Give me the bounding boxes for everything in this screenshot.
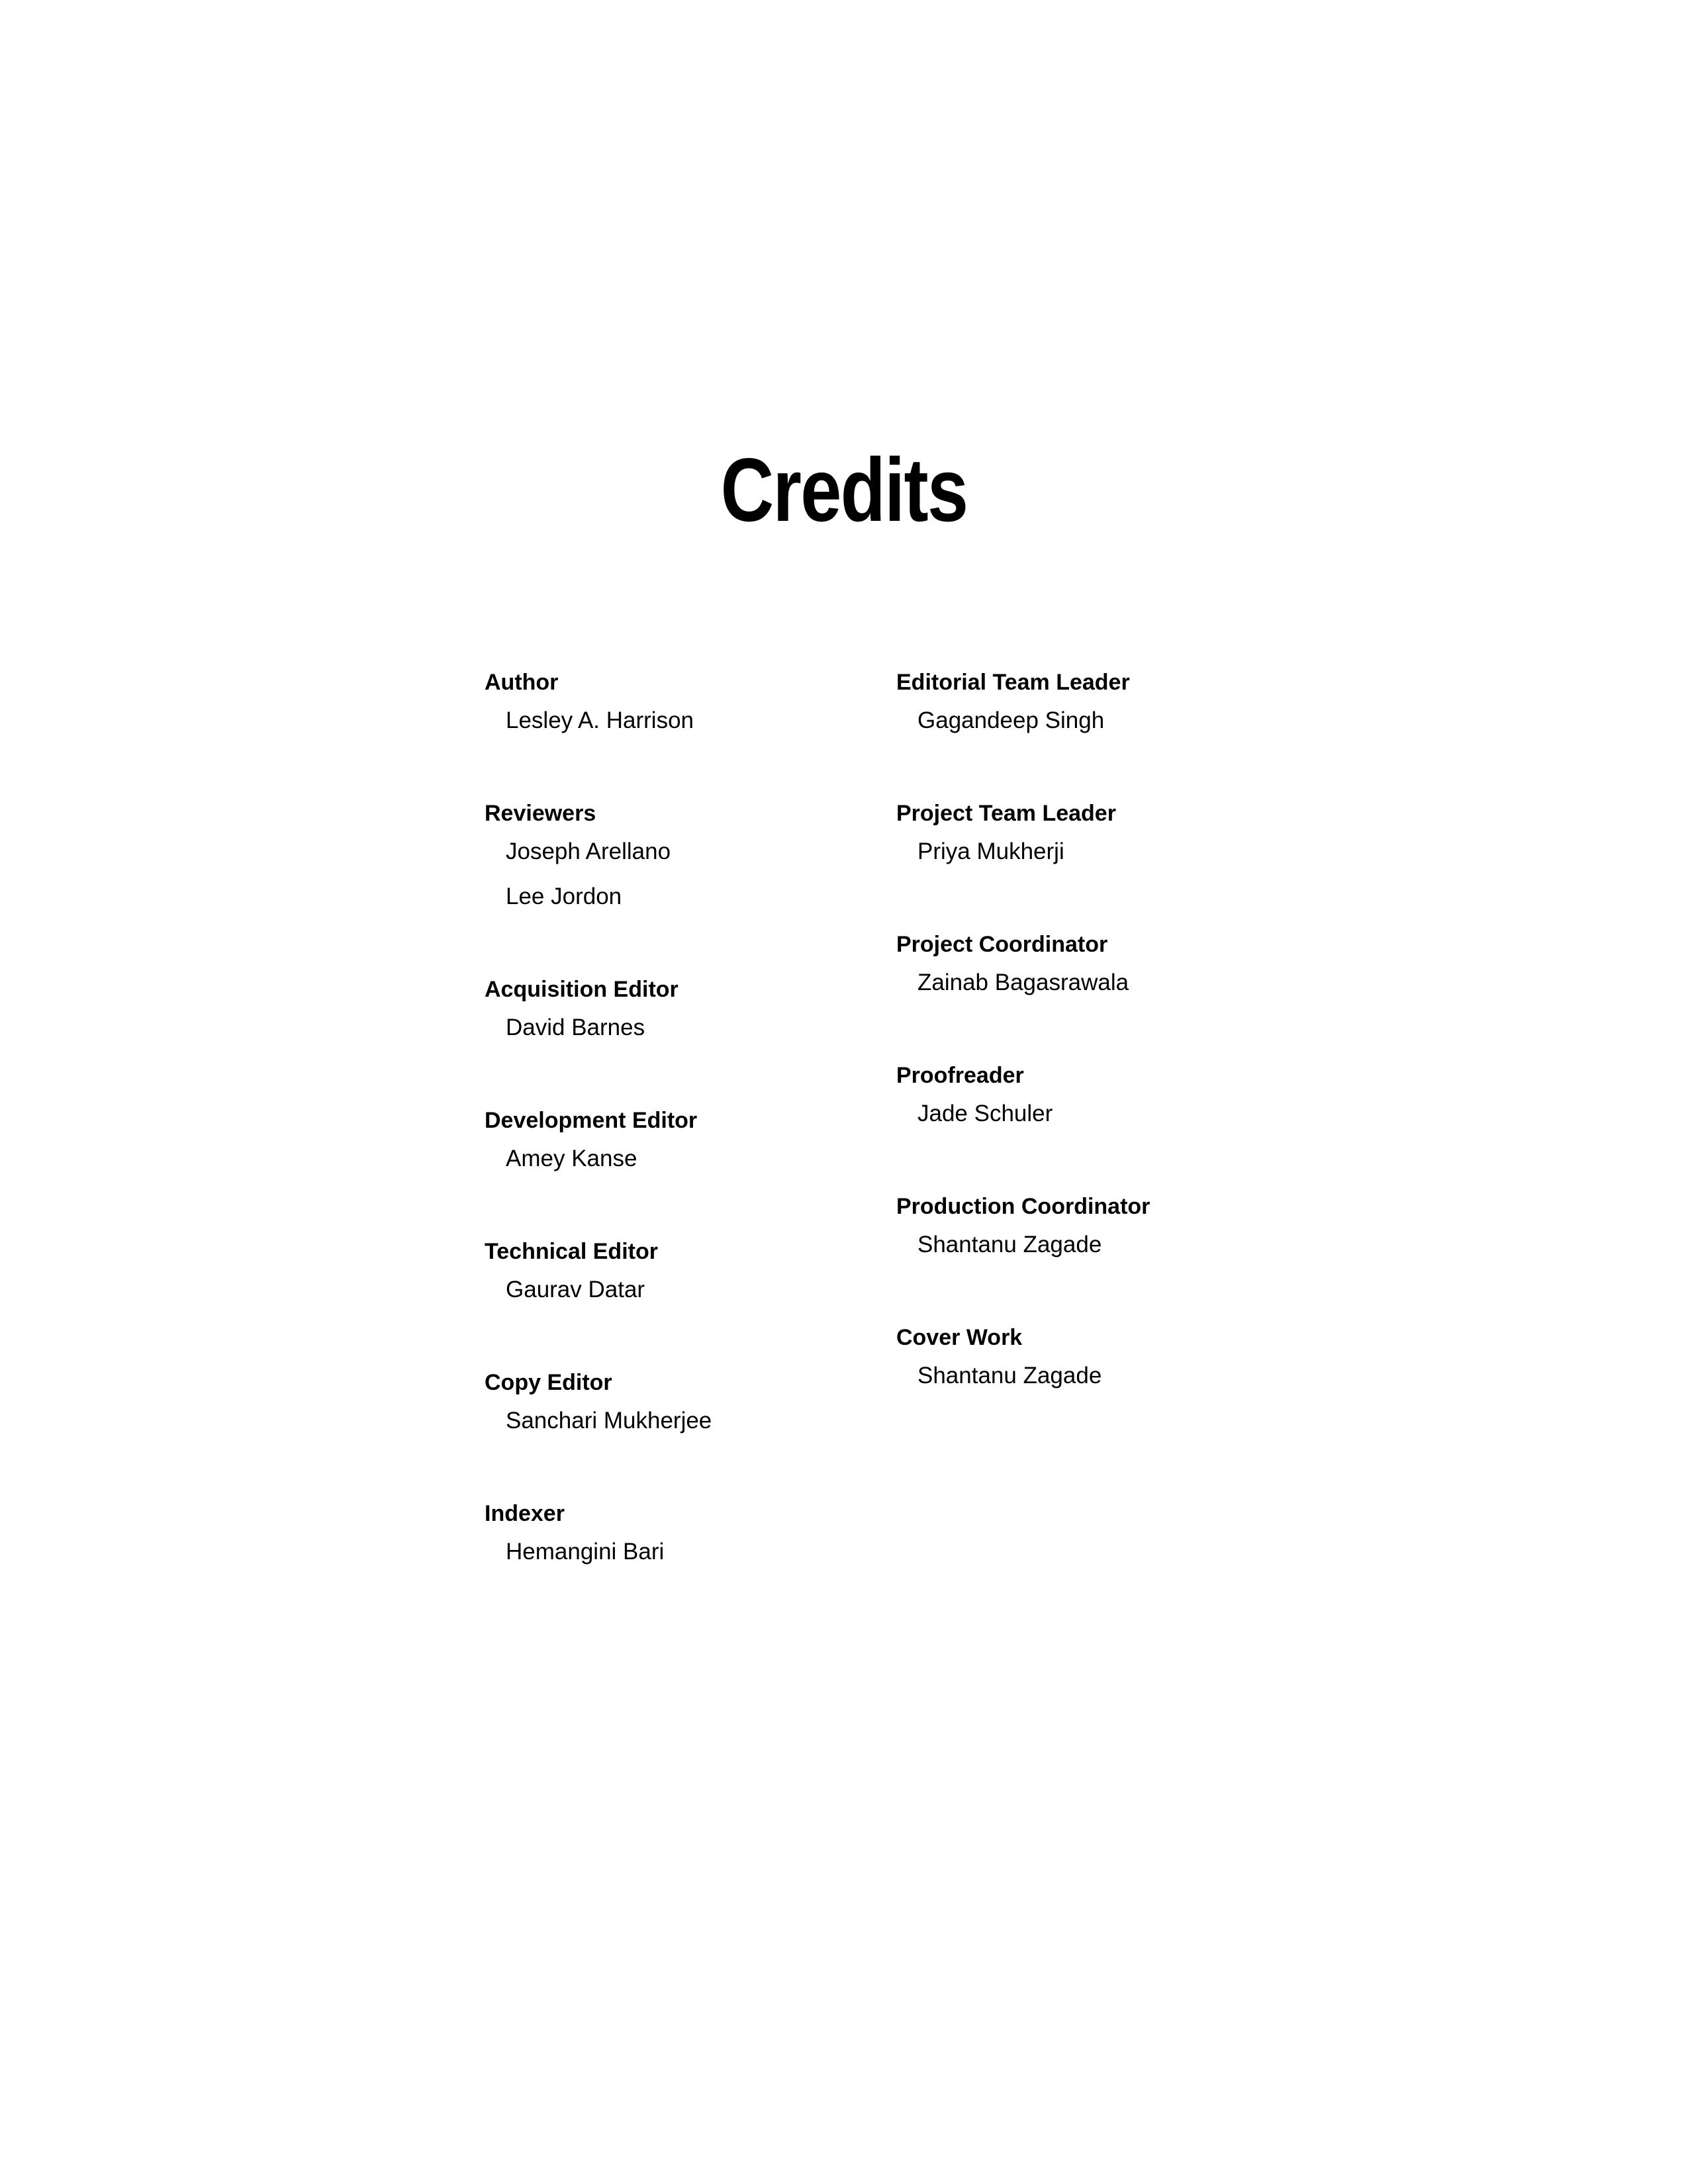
credit-name: Shantanu Zagade bbox=[917, 1363, 1102, 1388]
credit-group-author bbox=[485, 665, 855, 742]
credit-group-acquisition-editor bbox=[485, 972, 855, 1049]
credit-group-cover-work bbox=[896, 1320, 1267, 1397]
credit-name: Amey Kanse bbox=[506, 1146, 637, 1171]
credit-role: Copy Editor bbox=[485, 1370, 612, 1395]
credit-name: Zainab Bagasrawala bbox=[917, 970, 1129, 995]
credit-name: Jade Schuler bbox=[917, 1101, 1053, 1126]
credit-name: Lee Jordon bbox=[506, 884, 622, 909]
credit-role: Project Coordinator bbox=[896, 932, 1108, 957]
credit-name: Gaurav Datar bbox=[506, 1277, 645, 1302]
credit-group-proofreader bbox=[896, 1058, 1267, 1135]
credits-left-column bbox=[485, 665, 855, 1573]
credit-group-editorial-team-leader bbox=[896, 665, 1267, 742]
credits-right-column bbox=[896, 665, 1267, 1397]
credit-name: Priya Mukherji bbox=[917, 839, 1064, 864]
credit-name: Sanchari Mukherjee bbox=[506, 1408, 712, 1433]
credit-name: Joseph Arellano bbox=[506, 839, 671, 864]
credit-group-technical-editor bbox=[485, 1234, 855, 1311]
credit-role: Development Editor bbox=[485, 1108, 698, 1133]
credit-role: Indexer bbox=[485, 1501, 565, 1526]
credit-name: Shantanu Zagade bbox=[917, 1232, 1102, 1257]
credit-group-project-team-leader bbox=[896, 796, 1267, 873]
credit-role: Cover Work bbox=[896, 1325, 1023, 1350]
credit-name: Gagandeep Singh bbox=[917, 707, 1105, 733]
credit-role: Proofreader bbox=[896, 1063, 1024, 1088]
credit-name: David Barnes bbox=[506, 1015, 645, 1040]
credit-group-production-coordinator bbox=[896, 1189, 1267, 1266]
credit-group-indexer bbox=[485, 1496, 855, 1573]
credit-role: Editorial Team Leader bbox=[896, 670, 1130, 695]
credit-name: Hemangini Bari bbox=[506, 1539, 665, 1565]
credit-group-copy-editor bbox=[485, 1365, 855, 1442]
credit-group-reviewers bbox=[485, 796, 855, 918]
credit-role: Acquisition Editor bbox=[485, 977, 679, 1002]
credit-role: Author bbox=[485, 670, 559, 695]
credit-role: Reviewers bbox=[485, 801, 596, 826]
credit-group-development-editor bbox=[485, 1103, 855, 1180]
credit-name: Lesley A. Harrison bbox=[506, 707, 694, 733]
credit-group-project-coordinator bbox=[896, 927, 1267, 1004]
credit-role: Production Coordinator bbox=[896, 1194, 1150, 1219]
credit-role: Technical Editor bbox=[485, 1239, 658, 1264]
page-title: Credits bbox=[720, 439, 968, 540]
credit-role: Project Team Leader bbox=[896, 801, 1116, 826]
